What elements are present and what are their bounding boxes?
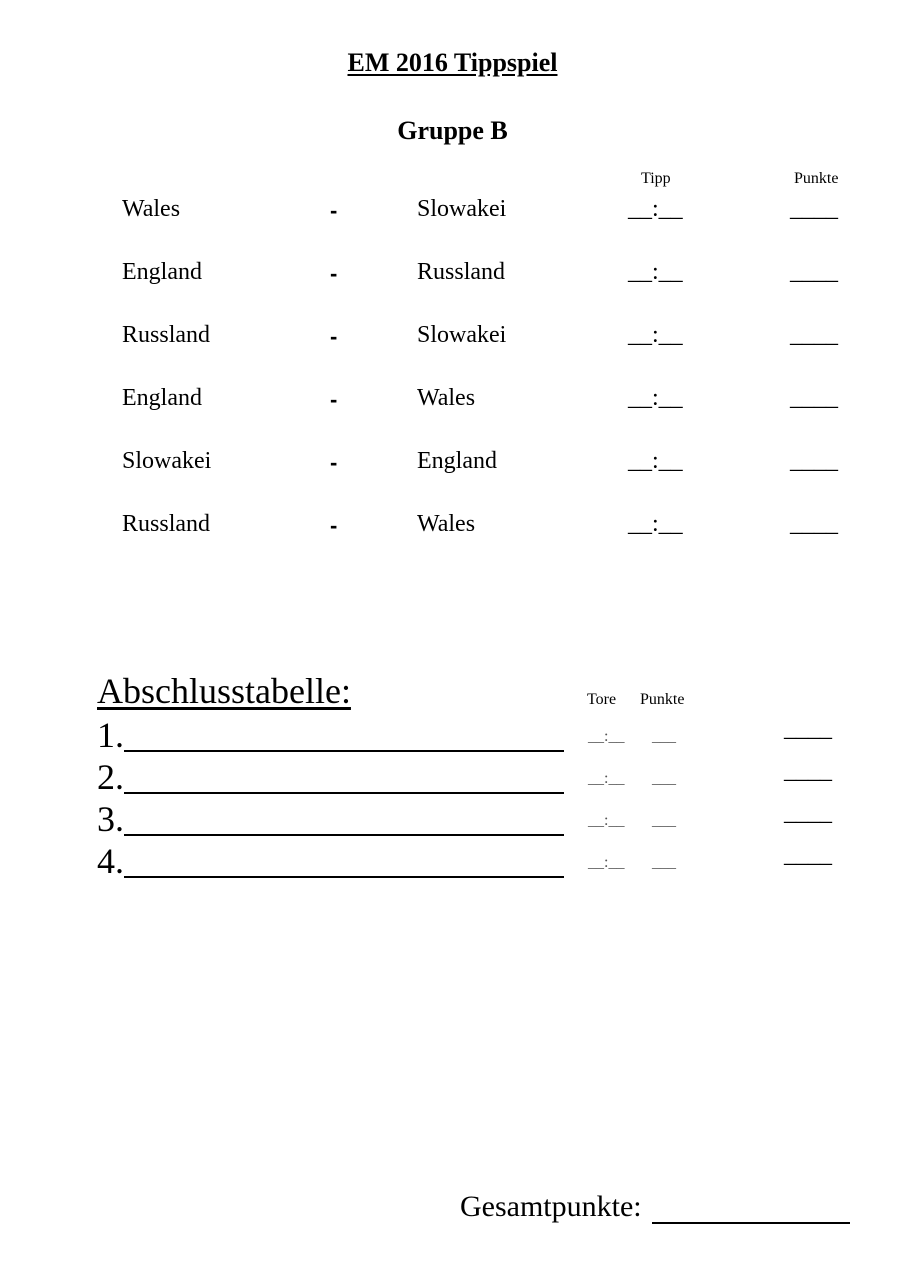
table-points-blank: ___ xyxy=(652,770,676,787)
home-team: Russland xyxy=(122,322,211,348)
away-team: Slowakei xyxy=(417,196,507,222)
home-team: Russland xyxy=(122,511,211,537)
home-team: England xyxy=(122,385,202,411)
match-separator: - xyxy=(330,324,338,349)
rank-number: 1. xyxy=(97,715,124,755)
score-blank: ____ xyxy=(784,758,832,784)
points-blank: ____ xyxy=(790,511,838,537)
goals-blank: __:__ xyxy=(588,812,625,829)
points-blank: ____ xyxy=(790,385,838,411)
goals-blank: __:__ xyxy=(588,770,625,787)
match-row xyxy=(0,322,905,362)
team-name-blank xyxy=(124,876,564,878)
tipp-blank: __:__ xyxy=(628,385,683,411)
group-heading: Gruppe B xyxy=(397,116,508,145)
score-blank: ____ xyxy=(784,800,832,826)
away-team: Wales xyxy=(417,511,476,537)
match-row xyxy=(0,511,905,551)
tipp-blank: __:__ xyxy=(628,511,683,537)
match-separator: - xyxy=(330,450,338,475)
punkte-column-header: Punkte xyxy=(794,170,839,187)
points-blank: ____ xyxy=(790,259,838,285)
team-name-blank xyxy=(124,792,564,794)
points-blank: ____ xyxy=(790,322,838,348)
rank-number: 2. xyxy=(97,757,124,797)
tipp-column-header: Tipp xyxy=(641,170,671,187)
team-name-blank xyxy=(124,834,564,836)
match-row xyxy=(0,448,905,488)
final-table-row xyxy=(0,798,905,840)
rank-number: 4. xyxy=(97,841,124,881)
tipp-blank: __:__ xyxy=(628,448,683,474)
home-team: Slowakei xyxy=(122,448,212,474)
match-separator: - xyxy=(330,261,338,286)
match-separator: - xyxy=(330,198,338,223)
away-team: England xyxy=(417,448,497,474)
table-points-blank: ___ xyxy=(652,854,676,871)
total-points-blank xyxy=(652,1222,850,1224)
final-table-row xyxy=(0,840,905,882)
match-row xyxy=(0,196,905,236)
away-team: Wales xyxy=(417,385,476,411)
score-blank: ____ xyxy=(784,716,832,742)
final-punkte-column-header: Punkte xyxy=(640,691,685,708)
away-team: Slowakei xyxy=(417,322,507,348)
goals-blank: __:__ xyxy=(588,854,625,871)
document-title: EM 2016 Tippspiel xyxy=(347,48,558,77)
tipp-blank: __:__ xyxy=(628,196,683,222)
home-team: England xyxy=(122,259,202,285)
final-table-row xyxy=(0,756,905,798)
match-separator: - xyxy=(330,513,338,538)
final-table-heading: Abschlusstabelle: xyxy=(97,671,351,711)
table-points-blank: ___ xyxy=(652,812,676,829)
points-blank: ____ xyxy=(790,448,838,474)
total-points-label: Gesamtpunkte: xyxy=(460,1190,642,1223)
score-blank: ____ xyxy=(784,842,832,868)
rank-number: 3. xyxy=(97,799,124,839)
match-row xyxy=(0,259,905,299)
away-team: Russland xyxy=(417,259,506,285)
match-separator: - xyxy=(330,387,338,412)
final-table-row xyxy=(0,714,905,756)
points-blank: ____ xyxy=(790,196,838,222)
team-name-blank xyxy=(124,750,564,752)
match-row xyxy=(0,385,905,425)
table-points-blank: ___ xyxy=(652,728,676,745)
home-team: Wales xyxy=(122,196,181,222)
tipp-blank: __:__ xyxy=(628,322,683,348)
tipp-blank: __:__ xyxy=(628,259,683,285)
tore-column-header: Tore xyxy=(587,691,617,708)
goals-blank: __:__ xyxy=(588,728,625,745)
